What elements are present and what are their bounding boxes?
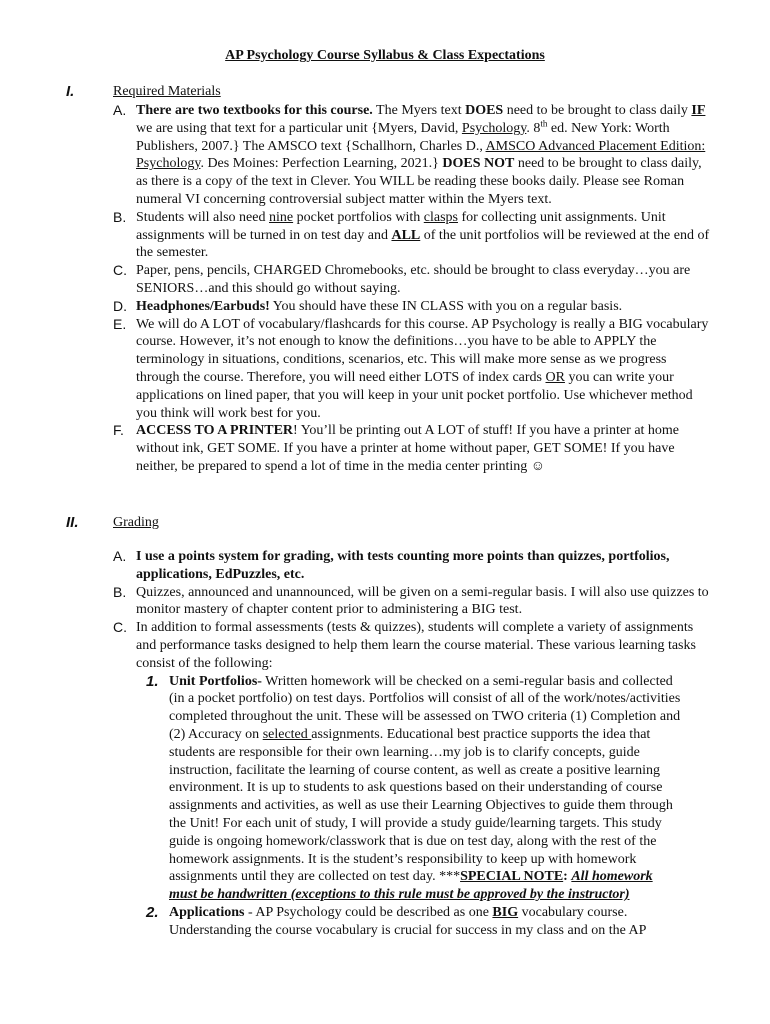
text-run: clasps <box>423 209 458 225</box>
text-run: th <box>540 118 548 129</box>
text-run: of the unit portfolios will be reviewed at the end of the semester. <box>136 227 710 261</box>
text-run: . 8 <box>526 120 541 136</box>
text-run: : <box>563 869 572 885</box>
item-label: F. <box>113 422 124 439</box>
text-run: The Myers text <box>372 103 466 118</box>
text-run: assignments. Educational best practice supports the idea that students are responsible for their own learning…my job is to clarify concepts, guide instruction, facilitate the learning of course content, as well as create a positive learning environment. It is up to students to ask questions based on their understanding of course assignments and activities, as well as use their Learning Objectives to guide them through the Unit! For each unit of study, I will provide a study guide/learning targets. This study guide is ongoing homework/classwork that is due on test day, along with the rest of the homework assignments. It is the student’s responsibility to keep up with homework assignments until they are collected on test day. *** <box>169 726 673 885</box>
text-run: for collecting unit assignments. Unit assignments will be turned in on test day and <box>136 209 666 243</box>
text-run: - AP Psychology could be described as one <box>244 904 493 920</box>
text-run: OR <box>545 369 565 385</box>
text-run: ed. New York: Worth Publishers, 2007.} The AMSCO text {Schallhorn, Charles D., <box>136 120 670 154</box>
item-label: E. <box>113 315 127 332</box>
text-run: need to be brought to class daily <box>503 103 692 118</box>
list-item <box>113 422 713 475</box>
text-run: I use a points system for grading, with tests counting more points than quizzes, portfolios, applications, EdPuzzles, etc. <box>136 549 670 582</box>
item-label: B. <box>113 208 127 225</box>
text-run: Unit Portfolios- <box>169 673 262 689</box>
text-run: Quizzes, announced and unannounced, will be given on a semi-regular basis. I will also use quizzes to monitor mastery of chapter content prior to administering a BIG test. <box>136 584 709 618</box>
text-run: Psychology <box>461 120 527 136</box>
text-run: you can write your applications on lined paper, that you will keep in your unit pocket portfolio. Use whichever method you think will work best for you. <box>136 369 693 421</box>
text-run: ! You’ll be printing out A LOT of stuff! If you have a printer at home without ink, GET SOME. If you have a printer at home without paper, GET SOME! If you have neither, be prepared to spend a lot of time in the media center printing ☺ <box>136 423 680 474</box>
text-run: SPECIAL NOTE <box>460 869 564 885</box>
text-run: AMSCO Advanced Placement Edition: Psychology <box>136 138 706 172</box>
item-list <box>113 102 713 476</box>
text-run: ALL <box>391 227 421 243</box>
text-run: We will do A LOT of vocabulary/flashcards for this course. AP Psychology is really a BIG vocabulary course. However, it’s not enough to know the definitions…you have to be able to APPLY the terminology in situations, conditions, scenarios, etc. This will make more sense as we progress through the course. Therefore, you will need either LOTS of index cards <box>136 316 709 385</box>
item-label: D. <box>113 297 127 314</box>
item-label: B. <box>113 583 127 600</box>
text-run: nine <box>269 209 294 225</box>
text-run: selected <box>262 726 312 742</box>
text-run: vocabulary course. Understanding the course vocabulary is crucial for success in my class and on the AP <box>169 904 647 938</box>
text-run: we are using that text for a particular unit {Myers, David, <box>136 120 462 136</box>
sub-item-number: 2. <box>146 903 159 921</box>
text-run: All homework must be handwritten (exceptions to this rule must be approved by the instructor) <box>169 869 653 903</box>
text-run: There are two textbooks for this course. <box>136 103 373 118</box>
text-run: . Des Moines: Perfection Learning, 2021.} <box>200 156 443 172</box>
text-run: pocket portfolios with <box>293 209 424 225</box>
text-run: In addition to formal assessments (tests & quizzes), students will complete a variety of assignments and performance tasks designed to help them learn the course material. These various learning tasks consist of the following: <box>136 620 696 671</box>
sub-list <box>146 673 683 940</box>
text-run: Students will also need <box>136 209 269 225</box>
document-title: AP Psychology Course Syllabus & Class Expectations <box>225 48 545 63</box>
list-item <box>113 619 713 672</box>
list-item <box>113 548 713 584</box>
sub-item-number: 1. <box>146 672 159 690</box>
text-run: IF <box>691 103 706 118</box>
text-run: Headphones/Earbuds! <box>136 298 270 314</box>
text-run: Paper, pens, pencils, CHARGED Chromebooks, etc. should be brought to class everyday…you are SENIORS…and this should go without saying. <box>136 263 691 296</box>
list-item <box>113 209 713 262</box>
item-label: C. <box>113 262 127 279</box>
text-run: You should have these IN CLASS with you on a regular basis. <box>269 298 623 314</box>
list-item <box>113 262 713 298</box>
text-run: Applications <box>169 904 245 920</box>
text-run: ACCESS TO A PRINTER <box>136 423 294 439</box>
text-run: DOES <box>465 103 504 118</box>
item-list <box>113 548 713 940</box>
item-label: A. <box>113 548 127 564</box>
text-run: BIG <box>492 904 519 920</box>
list-item <box>113 298 713 316</box>
sub-item <box>146 904 683 940</box>
section-numeral: I. <box>66 83 75 100</box>
text-run: Written homework will be checked on a semi-regular basis and collected (in a pocket portfolio) on test days. Portfolios will consist of all of the work/notes/activities completed throughout the unit. These will be assessed on TWO criteria (1) Completion and (2) Accuracy on <box>169 673 681 742</box>
list-item <box>113 102 713 209</box>
section-heading: Required Materials <box>113 84 221 99</box>
item-label: C. <box>113 619 127 636</box>
section-numeral: II. <box>66 514 79 531</box>
sub-item <box>146 673 683 904</box>
list-item <box>113 584 713 620</box>
text-run: need to be brought to class daily, as there is a copy of the text in Clever. You WILL be reading these books daily. Please see Roman numeral VI concerning controversial subject matter within the Myers text. <box>136 156 702 207</box>
list-item <box>113 316 713 423</box>
section-heading: Grading <box>113 515 159 530</box>
text-run: DOES NOT <box>442 156 515 172</box>
item-label: A. <box>113 102 127 118</box>
